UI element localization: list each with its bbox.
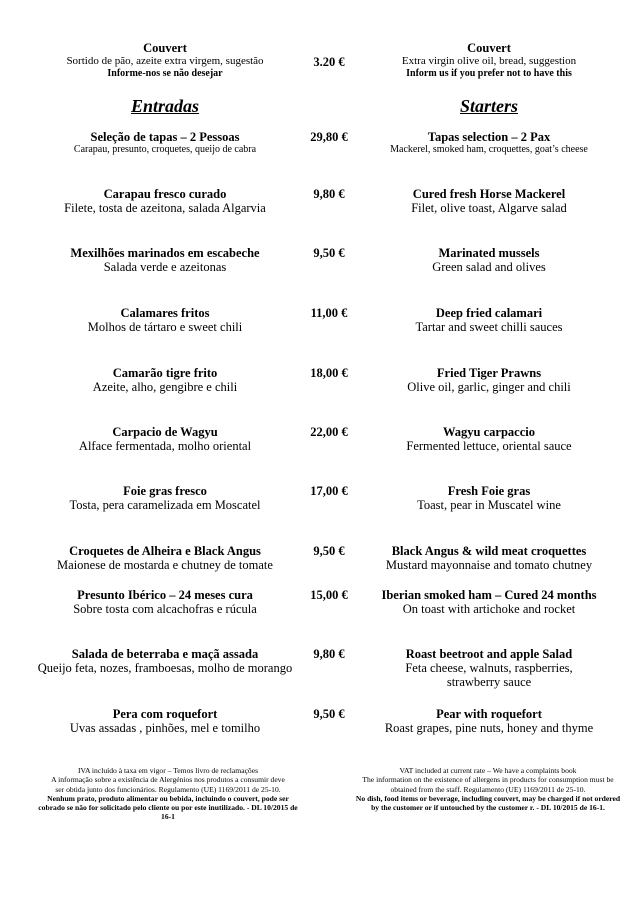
couvert-en-desc: Extra virgin olive oil, bread, suggestion — [401, 55, 577, 67]
couvert-en-note: Inform us if you prefer not to have this — [406, 68, 572, 79]
item-en-desc: Tartar and sweet chilli sauces — [415, 320, 563, 334]
item-price: 9,50 € — [313, 246, 345, 260]
couvert-pt-name: Couvert — [143, 41, 187, 55]
item-price: 11,00 € — [310, 306, 348, 320]
item-pt-desc: Queijo feta, nozes, framboesas, molho de morango — [37, 661, 293, 675]
section-heading-pt: Entradas — [130, 96, 200, 116]
item-en-name: Pear with roquefort — [436, 707, 542, 721]
item-en-name: Black Angus & wild meat croquettes — [391, 544, 587, 558]
item-en-name: Tapas selection – 2 Pax — [427, 130, 551, 144]
footer-en-allergens: The information on the existence of allergens in products for consumption must be obtained from the staff. Regulamento (UE) 1169/2011 de 25-10. — [362, 775, 614, 794]
item-en-name: Marinated mussels — [438, 246, 540, 260]
footer-en-legal: No dish, food items or beverage, including couvert, may be charged if not ordered by the customer or if untouched by the customer r. - DL 10/2015 de 16-1. — [355, 793, 621, 813]
item-en-name: Fresh Foie gras — [447, 484, 531, 498]
couvert-pt — [30, 41, 300, 80]
item-price: 22,00 € — [310, 425, 348, 439]
footer-pt-legal: Nenhum prato, produto alimentar ou bebida, incluindo o couvert, pode ser cobrado se não for solicitado pelo cliente ou por este inutilizado. - DL 10/2015 de 16-1 — [38, 793, 298, 822]
item-pt-name: Seleção de tapas – 2 Pessoas — [90, 130, 240, 144]
item-en-desc: Toast, pear in Muscatel wine — [417, 498, 561, 512]
item-en-name: Cured fresh Horse Mackerel — [412, 187, 566, 201]
item-en-desc: Feta cheese, walnuts, raspberries, strawberry sauce — [405, 661, 573, 689]
item-en-desc: Filet, olive toast, Algarve salad — [411, 201, 567, 215]
item-price: 9,50 € — [313, 707, 345, 721]
item-price: 29,80 € — [310, 130, 348, 144]
item-pt-desc: Filete, tosta de azeitona, salada Algarvia — [64, 201, 266, 215]
item-en-desc: Fermented lettuce, oriental sauce — [406, 439, 572, 453]
item-pt-name: Croquetes de Alheira e Black Angus — [69, 544, 261, 558]
item-pt-name: Pera com roquefort — [112, 707, 218, 721]
item-pt-desc: Azeite, alho, gengibre e chili — [92, 380, 238, 394]
item-en-name: Fried Tiger Prawns — [436, 366, 542, 380]
footer-pt-vat: IVA incluído à taxa em vigor – Temos livro de reclamações — [77, 766, 259, 775]
section-heading-en: Starters — [459, 96, 519, 116]
item-en-desc: Olive oil, garlic, ginger and chili — [407, 380, 571, 394]
item-pt-desc: Molhos de tártaro e sweet chili — [87, 320, 243, 334]
item-pt-name: Carapau fresco curado — [103, 187, 227, 201]
item-en-desc: Roast grapes, pine nuts, honey and thyme — [384, 721, 594, 735]
item-pt-desc: Alface fermentada, molho oriental — [78, 439, 252, 453]
item-pt-name: Foie gras fresco — [123, 484, 207, 498]
footer-en-vat: VAT included at current rate – We have a complaints book — [399, 766, 577, 775]
item-en-name: Roast beetroot and apple Salad — [405, 647, 573, 661]
item-pt-name: Carpacio de Wagyu — [112, 425, 218, 439]
item-pt-desc: Sobre tosta com alcachofras e rúcula — [73, 602, 257, 616]
item-en-desc: Mustard mayonnaise and tomato chutney — [385, 558, 593, 572]
item-pt-name: Camarão tigre frito — [112, 366, 218, 380]
item-en-desc: Green salad and olives — [432, 260, 546, 274]
item-pt-desc: Carapau, presunto, croquetes, queijo de cabra — [73, 144, 257, 155]
couvert-en-name: Couvert — [467, 41, 511, 55]
item-price: 9,80 € — [313, 187, 345, 201]
item-en-name: Deep fried calamari — [435, 306, 543, 320]
item-price: 9,80 € — [313, 647, 345, 661]
item-pt-desc: Salada verde e azeitonas — [103, 260, 227, 274]
item-pt-desc: Maionese de mostarda e chutney de tomate — [57, 558, 273, 572]
couvert-pt-desc: Sortido de pão, azeite extra virgem, sugestão — [66, 55, 264, 67]
item-en-name: Iberian smoked ham – Cured 24 months — [381, 588, 597, 602]
item-price: 18,00 € — [310, 366, 348, 380]
footer-pt-allergens: A informação sobre a existência de Alergénios nos produtos a consumir deve ser obtida junto dos funcionários. Regulamento (UE) 1169/2011 de 25-10. — [51, 775, 285, 794]
item-price: 9,50 € — [313, 544, 345, 558]
footer-pt — [34, 766, 302, 822]
item-pt-name: Presunto Ibérico – 24 meses cura — [77, 588, 253, 602]
couvert-pt-note: Informe-nos se não desejar — [107, 68, 223, 79]
item-pt-desc: Tosta, pera caramelizada em Moscatel — [69, 498, 261, 512]
item-price: 17,00 € — [310, 484, 348, 498]
item-pt-name: Calamares fritos — [120, 306, 210, 320]
item-en-desc: Mackerel, smoked ham, croquettes, goat’s cheese — [390, 144, 588, 155]
footer-en — [352, 766, 624, 812]
item-pt-name: Mexilhões marinados em escabeche — [70, 246, 260, 260]
item-pt-name: Salada de beterraba e maçã assada — [71, 647, 259, 661]
item-en-name: Wagyu carpaccio — [442, 425, 535, 439]
item-pt-desc: Uvas assadas , pinhões, mel e tomilho — [69, 721, 261, 735]
item-en-desc: On toast with artichoke and rocket — [402, 602, 576, 616]
couvert-en — [358, 41, 620, 80]
couvert-price: 3.20 € — [313, 55, 345, 69]
item-price: 15,00 € — [310, 588, 348, 602]
